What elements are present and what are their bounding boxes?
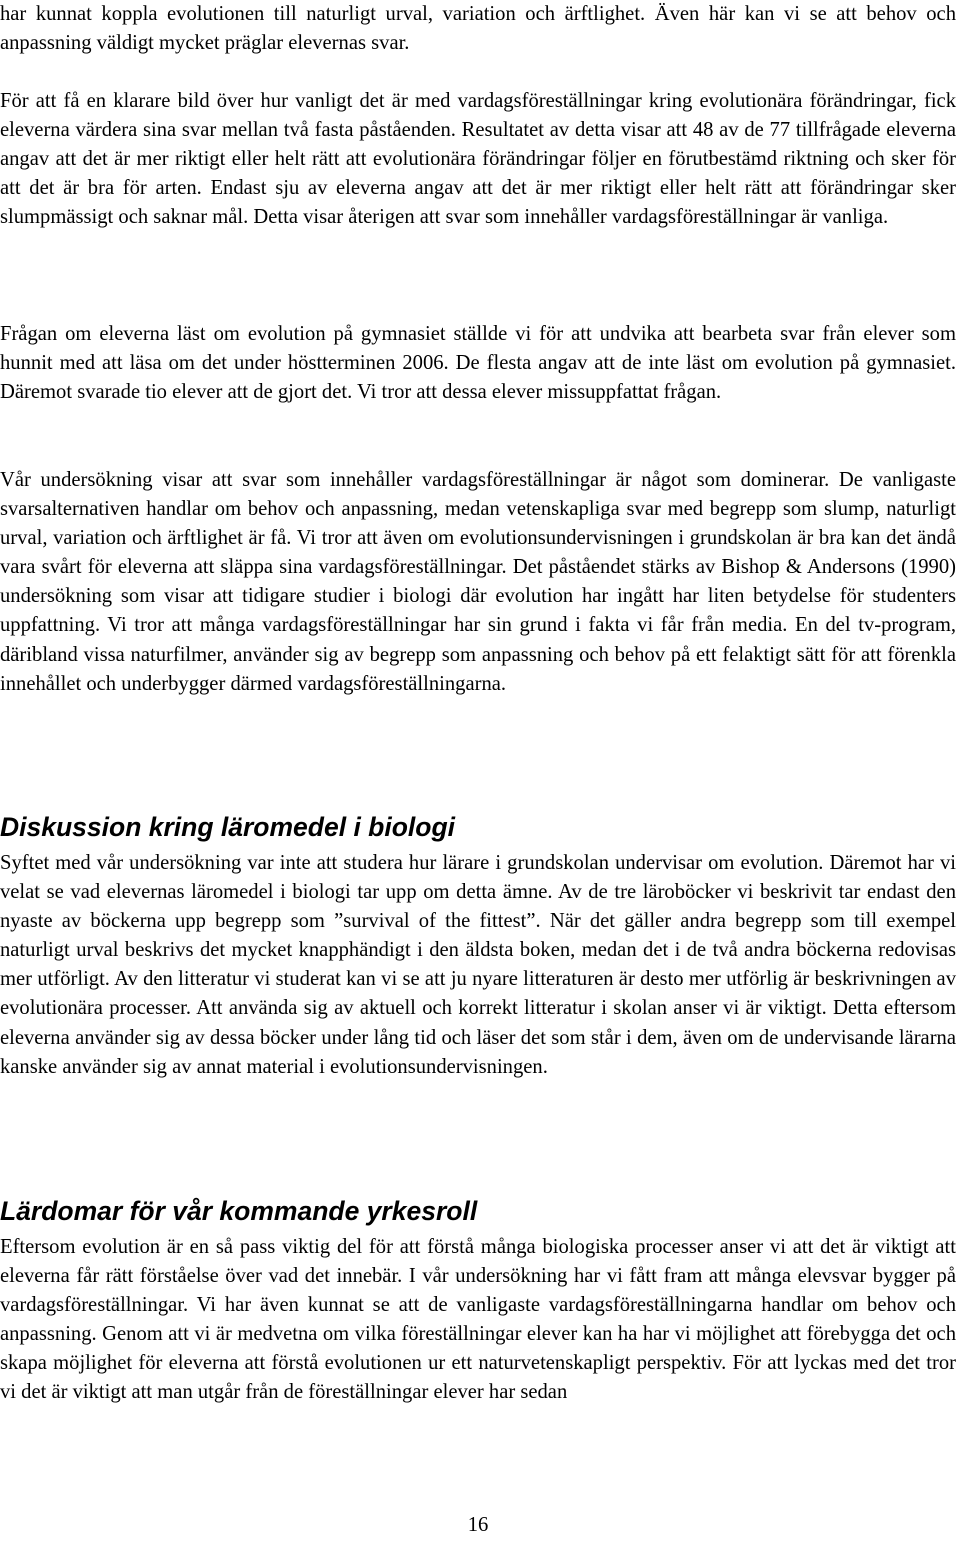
paragraph-results-values: För att få en klarare bild över hur vanligt det är med vardagsföreställningar kring evolutionära förändringar, fick eleverna värdera sina svar mellan två fasta påståenden. Resultatet av detta visar att 48 av de 77 tillfrågade eleverna angav att det är mer riktigt eller helt rätt att evolutionära förändringar följer en förutbestämd riktning och sker för att det är bra för arten. Endast sju av eleverna angav att det är mer riktigt eller helt rätt att förändringar sker slumpmässigt och saknar mål. Detta visar återigen att svar som innehåller vardagsföreställningar är vanliga.	[0, 90, 956, 229]
paragraph-intro-continuation: har kunnat koppla evolutionen till naturligt urval, variation och ärftlighet. Även här kan vi se att behov och anpassning väldigt mycket präglar elevernas svar.	[0, 3, 956, 55]
paragraph-lessons: Eftersom evolution är en så pass viktig del för att förstå många biologiska processer anser vi att det är viktigt att eleverna får rätt förståelse över vad det innebär. I vår undersökning har vi fått fram att många elevsvar bygger på vardagsföreställningar. Vi har även kunnat se att de vanligaste vardagsföreställningarna handlar om behov och anpassning. Genom att vi är medvetna om vilka föreställningar elever kan ha har vi möjlighet att förebygga det och skapa möjlighet för eleverna att förstå evolutionen ur ett naturvetenskapligt perspektiv. För att lyckas med det tror vi det är viktigt att man utgår från de föreställningar elever har sedan	[0, 1236, 956, 1404]
section-heading-lessons: Lärdomar för vår kommande yrkesroll	[0, 1196, 478, 1226]
page-number: 16	[467, 1514, 489, 1536]
paragraph-textbooks-discussion: Syftet med vår undersökning var inte att studera hur lärare i grundskolan undervisar om evolution. Däremot har vi velat se vad elevernas läromedel i biologi tar upp om detta ämne. Av de tre läroböcker vi beskrivit tar endast den nyaste av böckerna upp begrepp som ”survival of the fittest”. När det gäller andra begrepp som till exempel naturligt urval beskrivs det mycket knapphändigt i den äldsta boken, medan det i de två andra böckerna redovisas mer utförligt. Av den litteratur vi studerat kan vi se att ju nyare litteraturen är desto mer utförlig är beskrivningen av evolutionära processer. Att använda sig av aktuell och korrekt litteratur i skolan anser vi är viktigt. Detta eftersom eleverna använder sig av dessa böcker under lång tid och läser det som står i dem, även om de undervisande lärarna kanske använder sig av annat material i evolutionsundervisningen.	[0, 852, 956, 1078]
paragraph-survey-conclusion: Vår undersökning visar att svar som innehåller vardagsföreställningar är något som dominerar. De vanligaste svarsalternativen handlar om behov och anpassning, medan vetenskapliga svar med begrepp som slump, naturligt urval, variation och ärftlighet är få. Vi tror att även om evolutionsundervisningen i grundskolan är bra kan det ändå vara svårt för eleverna att släppa sina vardagsföreställningar. Det påståendet stärks av Bishop & Andersons (1990) undersökning som visar att tidigare studier i biologi där evolution har ingått har liten betydelse för studenters uppfattning. Vi tror att många vardagsföreställningar har sin grund i fakta vi får från media. En del tv-program, däribland vissa naturfilmer, använder sig av begrepp som anpassning och behov på ett felaktigt sätt för att förenkla innehållet och underbygger därmed vardagsföreställningarna.	[0, 469, 956, 695]
section-heading-textbooks: Diskussion kring läromedel i biologi	[0, 812, 456, 842]
paragraph-gymnasium-question: Frågan om eleverna läst om evolution på gymnasiet ställde vi för att undvika att bearbeta svar från elever som hunnit med att läsa om det under höstterminen 2006. De flesta angav att de inte läst om evolution på gymnasiet. Däremot svarade tio elever att de gjort det. Vi tror att dessa elever missuppfattat frågan.	[0, 323, 956, 404]
